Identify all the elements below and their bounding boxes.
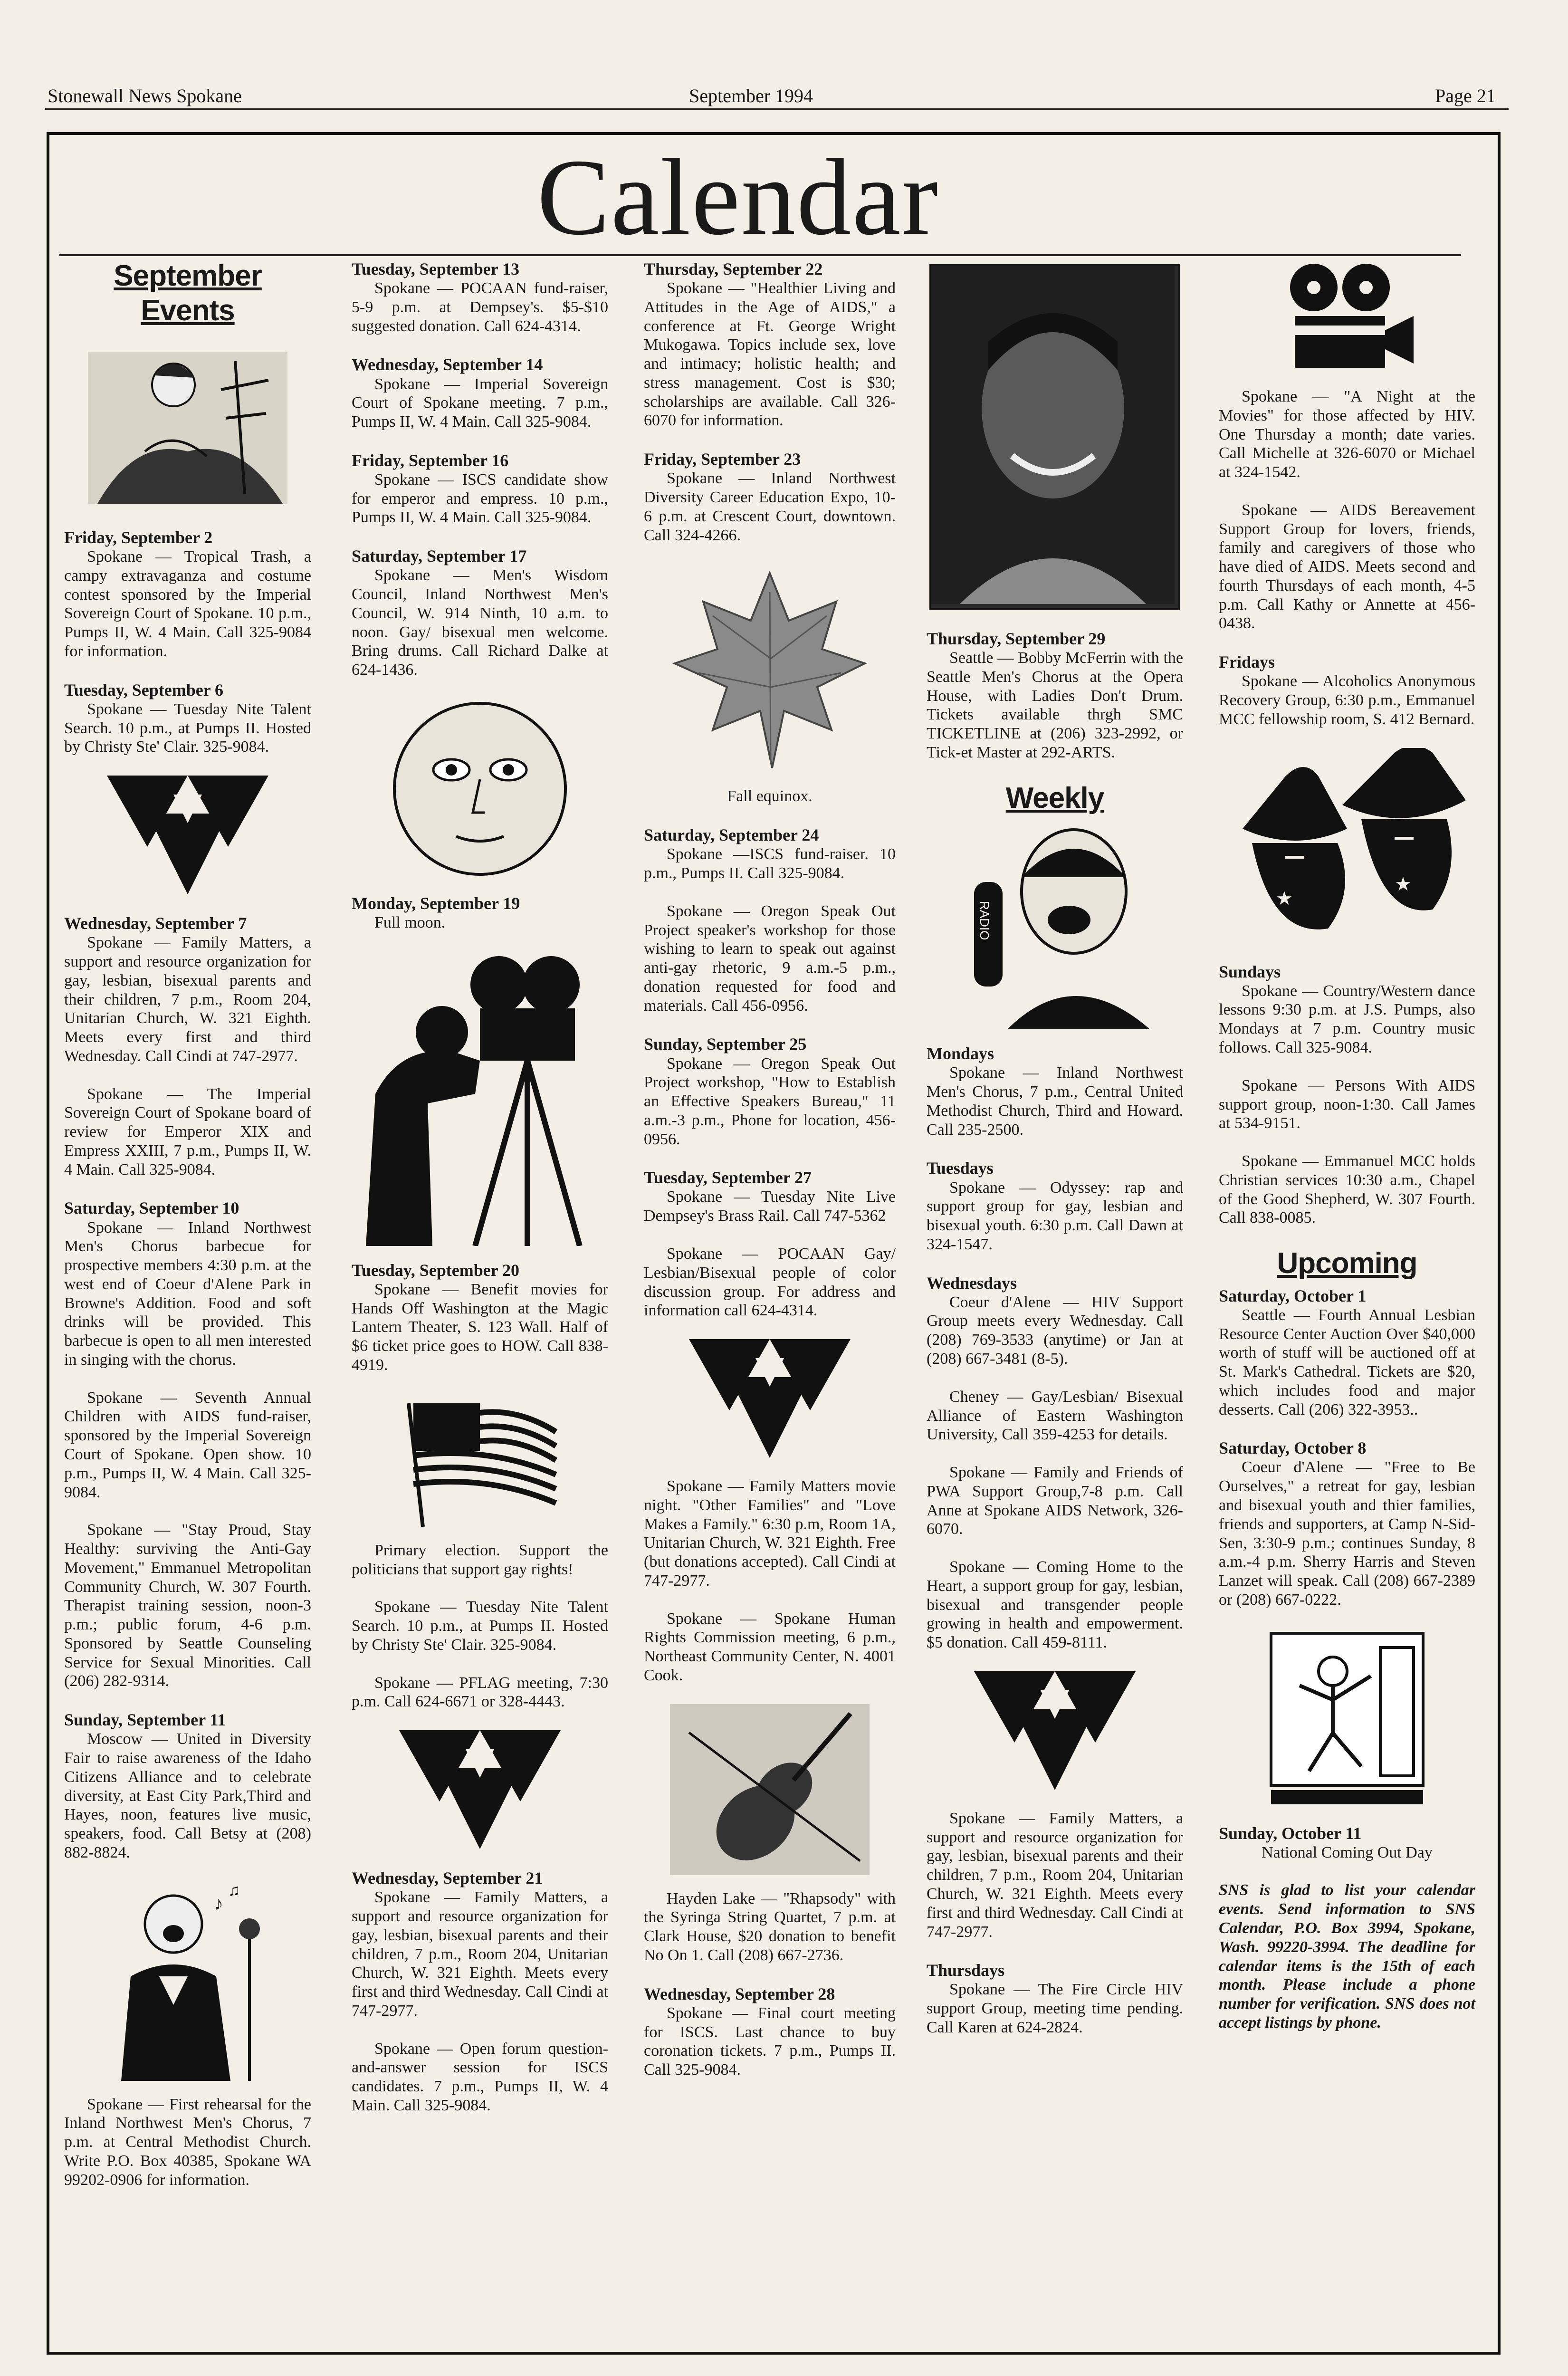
triangle-logo-icon: [107, 776, 268, 899]
bobby-mcferrin-photo: [929, 264, 1180, 610]
header-date: September 1994: [689, 85, 813, 106]
event-date: Tuesday, September 20: [352, 1260, 520, 1280]
event-date: Tuesdays: [927, 1159, 994, 1178]
svg-text:♫: ♫: [228, 1881, 240, 1899]
movie-camera-operator-illustration: [356, 951, 603, 1246]
event-date: Tuesday, September 13: [352, 259, 520, 278]
submission-note: SNS is glad to list your calendar events. Send information to SNS Calendar, P.O. Box 3994, Spokane, Wash. 99220-3994. The deadline for calendar items is the 15th of each month. Please include a phone number for verification. SNS does not accept listings by phone.: [1219, 1881, 1475, 2031]
svg-text:★: ★: [1276, 887, 1293, 909]
event-body: Spokane — Tuesday Nite Talent Search. 10 p.m., at Pumps II. Hosted by Christy Ste' Clair. 325-9084.: [64, 700, 311, 756]
event-body: Spokane — Final court meeting for ISCS. Last chance to buy coronation tickets. 7 p.m., Pumps II. Call 325-9084.: [644, 2004, 896, 2079]
full-moon-face-illustration: [390, 699, 570, 879]
event-oct-8: [1219, 1438, 1475, 1609]
page-title: Calendar: [537, 136, 939, 258]
portrait-placeholder-icon: [931, 266, 1175, 604]
event-body: Full moon.: [374, 914, 446, 932]
event-body: Spokane — Country/Western dance lessons 9:30 p.m. at J.S. Pumps, also Mondays at 7 p.m. Country music follows. Call 325-9084.: [1219, 982, 1475, 1056]
event-sep-21: [352, 1868, 608, 2020]
title-rule: [59, 254, 1461, 256]
svg-text:★: ★: [1395, 873, 1412, 895]
event-body: Spokane — Oregon Speak Out Project workshop, "How to Establish an Effective Speakers Bureau," 11 a.m.-3 p.m., Phone for location, 456-0956.: [644, 1054, 896, 1148]
event-body: Spokane — Inland Northwest Diversity Career Education Expo, 10-6 p.m. at Crescent Court, downtown. Call 324-4266.: [644, 469, 896, 544]
event-oct-11: [1219, 1823, 1475, 1862]
event-body: National Coming Out Day: [1262, 1843, 1433, 1861]
event-date: Sunday, September 25: [644, 1035, 807, 1054]
event-sundays-3: [1219, 1152, 1475, 1227]
header-paper-name: Stonewall News Spokane: [48, 85, 242, 106]
event-date: Saturday, October 8: [1219, 1438, 1367, 1458]
event-sep-20b: [352, 1541, 608, 1579]
event-body: Spokane — First rehearsal for the Inland Northwest Men's Chorus, 7 p.m. at Central Methodist Church. Write P.O. Box 40385, Spokane WA 99202-0906 for information.: [64, 2095, 311, 2189]
event-date: Fridays: [1219, 652, 1275, 672]
event-sep-21b: [352, 2040, 608, 2115]
event-body: Spokane — "Stay Proud, Stay Healthy: surviving the Anti-Gay Movement," Emmanuel Metropolitan Community Church, W. 307 Fourth. Therapist training session, noon-3 p.m.; public forum, 4-6 p.m. Sponsored by Seattle Counseling Service for Sexual Minorities. Call (206) 282-9314.: [64, 1521, 311, 1690]
event-sep-14: [352, 354, 608, 431]
event-sep-29: [927, 629, 1183, 762]
event-sep-23: [644, 449, 896, 545]
event-body: Spokane — Alcoholics Anonymous Recovery Group, 6:30 p.m., Emmanuel MCC fellowship room, S. 412 Bernard.: [1219, 672, 1475, 728]
column-5: [1219, 259, 1475, 2032]
event-bereavement-group: [1219, 501, 1475, 633]
triangle-logo-icon: [689, 1339, 851, 1463]
event-date: Saturday, September 17: [352, 546, 527, 566]
event-sep-22: [644, 259, 896, 430]
event-body: Spokane — POCAAN fund-raiser, 5-9 p.m. at Dempsey's. $5-$10 suggested donation. Call 624-4314.: [352, 279, 608, 335]
event-sep-10c: [64, 1521, 311, 1691]
section-heading-upcoming: Upcoming: [1277, 1247, 1417, 1280]
event-body: Spokane — Persons With AIDS support group, noon-1:30. Call James at 534-9151.: [1219, 1076, 1475, 1132]
event-body: Spokane — ISCS candidate show for emperor and empress. 10 p.m., Pumps II, W. 4 Main. Call 325-9084.: [352, 470, 608, 527]
event-sep-25: [644, 1034, 896, 1149]
event-body: Hayden Lake — "Rhapsody" with the Syringa String Quartet, 7 p.m. at Clark House, $20 donation to benefit No On 1. Call (208) 667-2736.: [644, 1889, 896, 1964]
event-date: Saturday, September 24: [644, 825, 819, 845]
event-sep-11: [64, 1710, 311, 1862]
section-heading-weekly: Weekly: [1005, 781, 1104, 814]
event-sep-7: [64, 913, 311, 1065]
cowboy-hats-illustration: [1224, 748, 1471, 948]
event-body: Spokane — Inland Northwest Men's Chorus, 7 p.m., Central United Methodist Church, Third and Howard. Call 235-2500.: [927, 1064, 1183, 1139]
event-oct-1: [1219, 1286, 1475, 1419]
tropical-woman-illustration: [78, 333, 297, 513]
event-date: Sunday, September 11: [64, 1710, 226, 1730]
event-sep-10: [64, 1198, 311, 1369]
event-date: Wednesday, September 14: [352, 355, 543, 374]
event-date: Wednesday, September 28: [644, 1984, 835, 2003]
event-body: Spokane — Oregon Speak Out Project speaker's workshop for those wishing to learn to speak out against anti-gay rhetoric, 9 a.m.-5 p.m., donation requested for food and materials. Call 456-0956.: [644, 902, 896, 1015]
svg-text:♪: ♪: [214, 1892, 223, 1914]
triangle-logo-icon: [399, 1730, 561, 1854]
event-wednesdays: [927, 1273, 1183, 1369]
column-1: [64, 259, 311, 2208]
event-date: Sunday, October 11: [1219, 1823, 1362, 1843]
event-sep-27b: [644, 1245, 896, 1320]
event-wednesdays-3: [927, 1463, 1183, 1539]
event-fridays: [1219, 652, 1475, 728]
event-date: Thursday, September 29: [927, 629, 1106, 648]
event-date: Saturday, September 10: [64, 1198, 239, 1218]
event-wednesdays-2: [927, 1388, 1183, 1444]
event-body: Spokane — Emmanuel MCC holds Christian services 10:30 a.m., Chapel of the Good Shepherd, W. 307 Fourth. Call 838-0085.: [1219, 1152, 1475, 1227]
event-sep-2: [64, 527, 311, 661]
event-body: Spokane — PFLAG meeting, 7:30 p.m. Call 624-6671 or 328-4443.: [352, 1674, 608, 1711]
event-body: Spokane — Family Matters, a support and resource organization for gay, lesbian, bisexual parents and their children, 7 p.m., Room 204, Unitarian Church, W. 321 Eighth. Meets every first and third Wednesday. Call Cindi at 747-2977.: [927, 1809, 1183, 1941]
film-projector-icon: [1276, 259, 1418, 373]
event-date: Friday, September 16: [352, 450, 509, 470]
event-wednesdays-5: [927, 1809, 1183, 1941]
event-hayden-lake: [644, 1889, 896, 1965]
event-sep-19: [352, 893, 608, 932]
event-mondays: [927, 1044, 1183, 1139]
event-date: Wednesday, September 21: [352, 1868, 543, 1888]
radio-label: RADIO: [977, 901, 992, 940]
event-sep-6: [64, 680, 311, 757]
event-body: Spokane — Spokane Human Rights Commission meeting, 6 p.m., Northeast Community Center, N. 4001 Cook.: [644, 1610, 896, 1684]
event-date: Tuesday, September 27: [644, 1168, 812, 1188]
event-date: Mondays: [927, 1044, 994, 1063]
header-page-number: Page 21: [1435, 85, 1496, 106]
event-body: Cheney — Gay/Lesbian/ Bisexual Alliance of Eastern Washington University, Call 359-4253 for details.: [927, 1388, 1183, 1444]
event-date: Friday, September 2: [64, 528, 213, 547]
event-body: Spokane — POCAAN Gay/ Lesbian/Bisexual people of color discussion group. For address and information call 624-4314.: [644, 1245, 896, 1320]
event-sep-7b: [64, 1085, 311, 1179]
event-body: Coeur d'Alene — HIV Support Group meets every Wednesday. Call (208) 769-3533 (anytime) or Jan at (208) 667-3481 (8-5).: [927, 1293, 1183, 1368]
event-sep-27: [644, 1168, 896, 1226]
event-body: Spokane — "Healthier Living and Attitudes in the Age of AIDS," a conference at Ft. George Wright Mukogawa. Topics include sex, love and intimacy; holistic health; and stress management. Cost is $30; scholarships are available. Call 326-6070 for information.: [644, 279, 896, 430]
event-body: Spokane — Family and Friends of PWA Support Group,7-8 p.m. Call Anne at Spokane AIDS Network, 326-6070.: [927, 1464, 1183, 1538]
event-body: Spokane —ISCS fund-raiser. 10 p.m., Pumps II. Call 325-9084.: [644, 845, 896, 882]
event-sep-10b: [64, 1389, 311, 1502]
event-sep-16: [352, 450, 608, 527]
event-first-rehearsal: [64, 2095, 311, 2190]
event-wednesdays-4: [927, 1558, 1183, 1652]
event-tuesdays: [927, 1158, 1183, 1254]
event-body: Spokane — Tropical Trash, a campy extravaganza and costume contest sponsored by the Imperial Sovereign Court of Spokane. 10 p.m., Pumps II, W. 4 Main. Call 325-9084 for information.: [64, 548, 311, 660]
event-sep-24: [644, 825, 896, 883]
radio-announcer-illustration: [950, 820, 1159, 1029]
column-2: [352, 259, 608, 2134]
event-sep-24b: [644, 902, 896, 1016]
event-body: Spokane — Coming Home to the Heart, a support group for gay, lesbian, bisexual and transgender people growing in health and empowerment. $5 donation. Call 459-8111.: [927, 1558, 1183, 1652]
event-sundays: [1219, 962, 1475, 1057]
event-body: Spokane — Inland Northwest Men's Chorus barbecue for prospective members 4:30 p.m. at the west end of Coeur d'Alene Park in Browne's Addition. Food and soft drinks will be provided. This barbecue is open to all men interested in singing with the chorus.: [64, 1218, 311, 1369]
event-body: Seattle — Fourth Annual Lesbian Resource Center Auction Over $40,000 worth of stuff will be auctioned off at St. Mark's Cathedral. Tickets are $20, which includes food and major desserts. Call (206) 322-3953..: [1219, 1306, 1475, 1418]
event-sep-17: [352, 546, 608, 680]
autumn-leaf-illustration: [670, 564, 870, 773]
event-body: Seattle — Bobby McFerrin with the Seattle Men's Chorus at the Opera House, with Ladies Don't Drum. Tickets available thrgh SMC TICKETLINE at (206) 323-2992, or Tick-et Master at 292-ARTS.: [927, 649, 1183, 761]
event-body: Primary election. Support the politicians that support gay rights!: [352, 1541, 608, 1578]
event-body: Spokane — Tuesday Nite Live Dempsey's Brass Rail. Call 747-5362: [644, 1188, 896, 1225]
event-date: Thursday, September 22: [644, 259, 823, 278]
event-body: Moscow — United in Diversity Fair to raise awareness of the Idaho Citizens Alliance and to celebrate diversity, at East City Park,Third and Hayes, noon, features live music, speakers, food. Call Betsy at (208) 882-8824.: [64, 1730, 311, 1861]
section-heading-september-events: September Events: [114, 259, 262, 327]
event-body: Spokane — Benefit movies for Hands Off Washington at the Magic Lantern Theater, S. 123 Wall. Half of $6 ticket price goes to HOW. Call 838-4919.: [352, 1280, 608, 1374]
header-rule: [45, 108, 1509, 110]
column-4: [927, 259, 1183, 2056]
event-body: Spokane — The Imperial Sovereign Court of Spokane board of review for Emperor XIX and Empress XXIII, 7 p.m., Pumps II, W. 4 Main. Call 325-9084.: [64, 1085, 311, 1178]
event-body: Spokane — AIDS Bereavement Support Group for lovers, friends, family and caregivers of those who have died of AIDS. Meets second and fourth Thursdays of each month, 4-5 p.m. Call Kathy or Annette at 456-0438.: [1219, 501, 1475, 632]
event-sep-27c: [644, 1477, 896, 1590]
event-body: Spokane — Men's Wisdom Council, Inland Northwest Men's Council, W. 914 Ninth, 10 a.m. to noon. Gay/ bisexual men welcome. Bring drums. Call Richard Dalke at 624-1436.: [352, 566, 608, 679]
event-sep-20: [352, 1260, 608, 1375]
event-body: Spokane — Family Matters movie night. "Other Families" and "Love Makes a Family." 6:30 p.m, Room 1A, Unitarian Church, W. 321 Eighth. Free (but donations accepted). Call Cindi at 747-2977.: [644, 1477, 896, 1590]
caption-fall-equinox: Fall equinox.: [727, 787, 813, 805]
event-sep-13: [352, 259, 608, 335]
event-date: Tuesday, September 6: [64, 680, 224, 699]
event-body: Spokane — Seventh Annual Children with AIDS fund-raiser, sponsored by the Imperial Sovereign Court of Spokane. Open show. 10 p.m., Pumps II, W. 4 Main. Call 325-9084.: [64, 1389, 311, 1501]
american-flag-illustration: [394, 1394, 565, 1527]
event-date: Wednesday, September 7: [64, 914, 247, 933]
event-date: Saturday, October 1: [1219, 1286, 1367, 1305]
column-3: [644, 259, 896, 2098]
singer-illustration: [93, 1881, 283, 2081]
event-thursdays: [927, 1960, 1183, 2037]
triangle-logo-icon: [974, 1671, 1136, 1795]
event-night-at-the-movies: [1219, 387, 1475, 482]
event-date: Thursdays: [927, 1961, 1005, 1980]
event-body: Spokane — Family Matters, a support and resource organization for gay, lesbian, bisexual parents and their children, 7 p.m., Room 204, Unitarian Church, W. 321 Eighth. Meets every first and third Wednesday. Call Cindi at 747-2977.: [352, 1888, 608, 2020]
event-date: Wednesdays: [927, 1273, 1017, 1293]
event-date: Monday, September 19: [352, 893, 520, 913]
event-sep-28: [644, 1984, 896, 2079]
event-body: Spokane — Imperial Sovereign Court of Spokane meeting. 7 p.m., Pumps II, W. 4 Main. Call 325-9084.: [352, 375, 608, 431]
event-body: Spokane — Family Matters, a support and resource organization for gay, lesbian, bisexual parents and their children, 7 p.m., Room 204, Unitarian Church, W. 321 Eighth. Meets every first and third Wednesday. Call Cindi at 747-2977.: [64, 934, 311, 1065]
event-sep-20d: [352, 1674, 608, 1712]
coming-out-day-illustration: [1266, 1629, 1428, 1809]
violin-illustration: [670, 1704, 870, 1875]
event-sep-27d: [644, 1610, 896, 1685]
event-date: Sundays: [1219, 962, 1281, 981]
event-date: Friday, September 23: [644, 450, 801, 469]
event-sep-20c: [352, 1598, 608, 1654]
event-body: Spokane — Open forum question-and-answer session for ISCS candidates. 7 p.m., Pumps II, W. 4 Main. Call 325-9084.: [352, 2040, 608, 2114]
event-body: Coeur d'Alene — "Free to Be Ourselves," a retreat for gay, lesbian and bisexual youth and thier families, friends and supporters, at Camp N-Sid-Sen, 3:30-9 p.m.; continues Sunday, 8 a.m.-4 p.m. Sherry Harris and Steven Lanzet will speak. Call (208) 667-2389 or (208) 667-0222.: [1219, 1458, 1475, 1609]
event-body: Spokane — "A Night at the Movies" for those affected by HIV. One Thursday a month; date varies. Call Michelle at 326-6070 or Michael at 324-1542.: [1219, 388, 1475, 481]
event-sundays-2: [1219, 1076, 1475, 1133]
event-body: Spokane — Odyssey: rap and support group for gay, lesbian and bisexual youth. 6:30 p.m. Call Dawn at 324-1547.: [927, 1178, 1183, 1253]
event-body: Spokane — Tuesday Nite Talent Search. 10 p.m., at Pumps II. Hosted by Christy Ste' Clair. 325-9084.: [352, 1598, 608, 1654]
event-body: Spokane — The Fire Circle HIV support Group, meeting time pending. Call Karen at 624-2824.: [927, 1981, 1183, 2036]
